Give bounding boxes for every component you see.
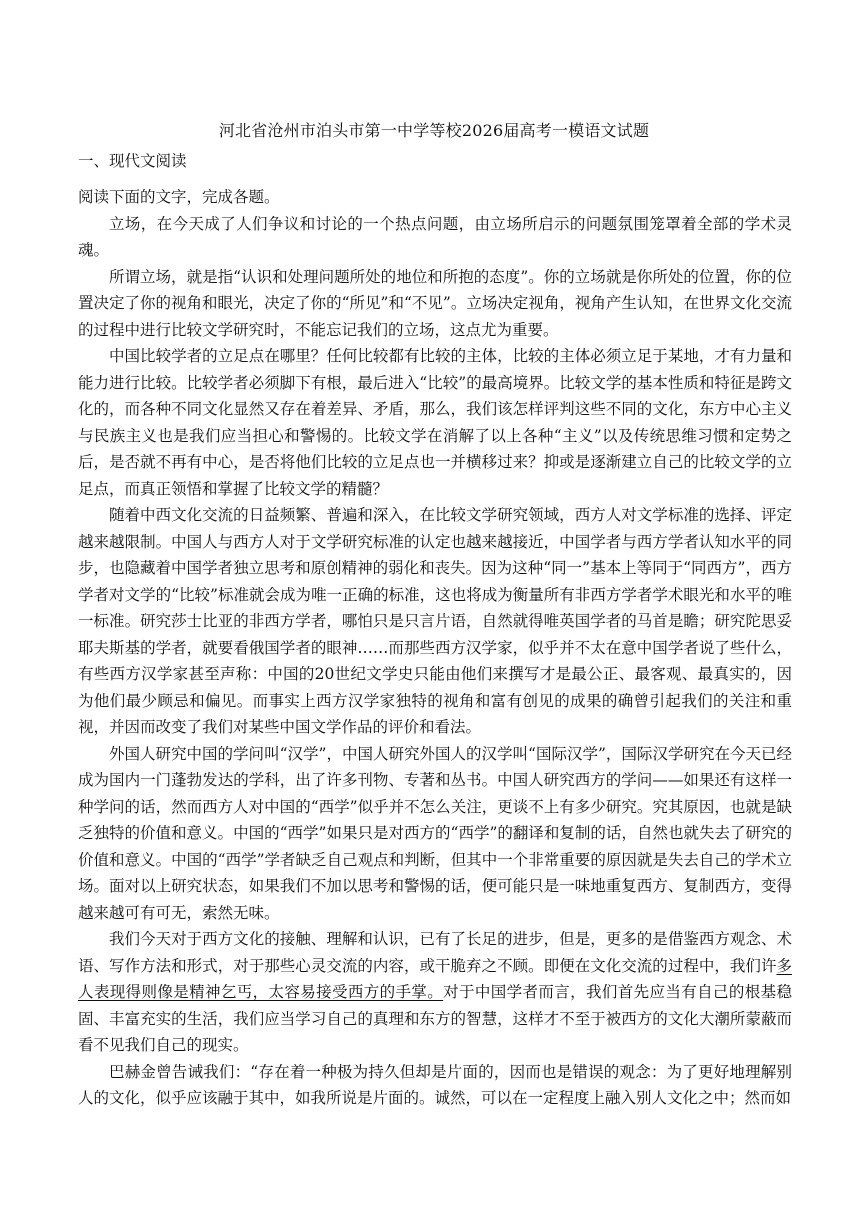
paragraph-7: 巴赫金曾告诫我们：“存在着一种极为持久但却是片面的，因而也是错误的观念：为了更好地理解别人的文化，似乎应该融于其中，如我所说是片面的。诚然，可以在一定程度上融入别人文化之中；然而如 — [78, 1062, 792, 1107]
paragraph-6-before: 我们今天对于西方文化的接触、理解和认识，已有了长足的进步，但是，更多的是借鉴西方观念、术语、写作方法和形式，对于那些心灵交流的内容，或干脆弃之不顾。即便在文化交流的过程中，我们许 — [78, 930, 792, 975]
instruction-text: 阅读下面的文字，完成各题。 — [78, 188, 280, 206]
paragraph-6-after: 对于中国学者而言，我们首先应当有自己的根基稳固、丰富充实的生活，我们应当学习自己的真理和东方的智慧，这样才不至于被西方的文化大潮所蒙蔽而看不见我们自己的现实。 — [78, 983, 792, 1054]
paragraph-4: 随着中西文化交流的日益频繁、普遍和深入，在比较文学研究领域，西方人对文学标准的选择、评定越来越限制。中国人与西方人对于文学研究标准的认定也越来越接近，中国学者与西方学者认知水平的同步，也隐藏着中国学者独立思考和原创精神的弱化和丧失。因为这种“同一”基本上等同于“同西方”，西方学者对文学的“比较”标准就会成为唯一正确的标准，这也将成为衡量所有非西方学者学术眼光和水平的唯一标准。研究莎士比亚的非西方学者，哪怕只是只言片语，自然就得唯英国学者的马首是瞻；研究陀思妥耶夫斯基的学者，就要看俄国学者的眼神……而那些西方汉学家，似乎并不太在意中国学者说了些什么，有些西方汉学家甚至声称：中国的20世纪文学史只能由他们来撰写才是最公正、最客观、最真实的，因为他们最少顾忌和偏见。而事实上西方汉学家独特的视角和富有创见的成果的确曾引起我们的关注和重视，并因而改变了我们对某些中国文学作品的评价和看法。 — [78, 506, 792, 736]
paragraph-2: 所谓立场，就是指“认识和处理问题所处的地位和所抱的态度”。你的立场就是你所处的位置，你的位置决定了你的视角和眼光，决定了你的“所见”和“不见”。立场决定视角，视角产生认知，在世界文化交流的过程中进行比较文学研究时，不能忘记我们的立场，这点尤为重要。 — [78, 267, 792, 339]
paragraph-5: 外国人研究中国的学问叫“汉学”，中国人研究外国人的汉学叫“国际汉学”，国际汉学研究在今天已经成为国内一门蓬勃发达的学科，出了许多刊物、专著和丛书。中国人研究西方的学问——如果还有这样一种学问的话，然而西方人对中国的“西学”似乎并不怎么关注，更谈不上有多少研究。究其原因，也就是缺乏独特的价值和意义。中国的“西学”如果只是对西方的“西学”的翻译和复制的话，自然也就失去了研究的价值和意义。中国的“西学”学者缺乏自己观点和判断，但其中一个非常重要的原因就是失去自己的学术立场。面对以上研究状态，如果我们不加以思考和警惕的话，便可能只是一味地重复西方、复制西方，变得越来越可有可无，索然无味。 — [78, 744, 792, 922]
paragraph-3: 中国比较学者的立足点在哪里？任何比较都有比较的主体，比较的主体必须立足于某地，才有力量和能力进行比较。比较学者必须脚下有根，最后进入“比较”的最高境界。比较文学的基本性质和特征是跨文化的，而各种不同文化显然又存在着差异、矛盾，那么，我们该怎样评判这些不同的文化，东方中心主义与民族主义也是我们应当担心和警惕的。比较文学在消解了以上各种“主义”以及传统思维习惯和定势之后，是否就不再有中心，是否将他们比较的立足点也一并横移过来？抑或是逐渐建立自己的比较文学的立足点，而真正领悟和掌握了比较文学的精髓？ — [78, 347, 792, 498]
reading-passage — [78, 184, 792, 1112]
paragraph-1: 立场，在今天成了人们争议和讨论的一个热点问题，由立场所启示的问题氛围笼罩着全部的学术灵魂。 — [78, 214, 792, 259]
document-title: 河北省沧州市泊头市第一中学等校2026届高考一模语文试题 — [218, 121, 650, 140]
underlined-sentence: 多人表现得则像是精神乞丐，太容易接受西方的手掌。 — [78, 956, 792, 1001]
paragraph-6 — [78, 926, 792, 1059]
section-heading: 一、现代文阅读 — [78, 152, 187, 170]
